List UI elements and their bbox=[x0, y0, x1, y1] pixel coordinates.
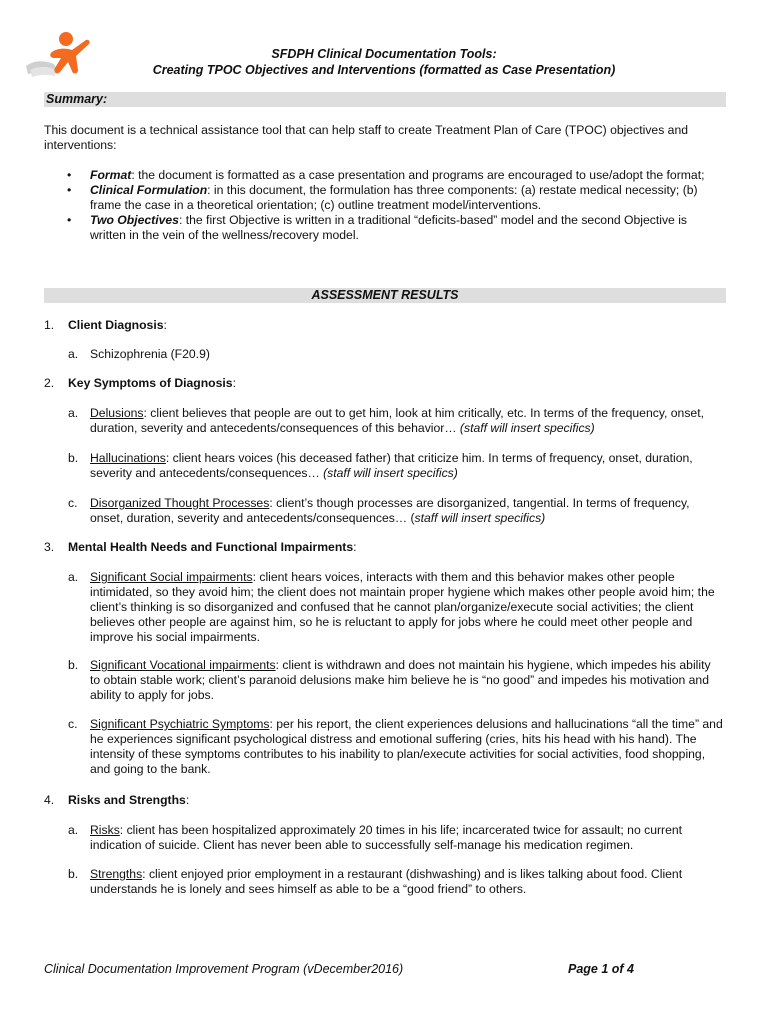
section-number: 4. bbox=[44, 793, 55, 807]
item-text: Schizophrenia (F20.9) bbox=[90, 347, 210, 361]
bullet-label: Format bbox=[90, 168, 132, 182]
assessment-heading: ASSESSMENT RESULTS bbox=[311, 288, 459, 302]
section-title: Key Symptoms of Diagnosis bbox=[68, 376, 233, 390]
summary-bullets bbox=[44, 168, 724, 243]
item-psychiatric-symptoms bbox=[68, 717, 724, 777]
item-text: : client’s though processes are disorganized, tangential. In terms of frequency, onset, duration, severity and antecedents/consequences… ( bbox=[90, 496, 690, 525]
item-text: : client hears voices (his deceased father) that criticize him. In terms of frequency, onset, duration, severity and antecedents/consequences… bbox=[90, 451, 693, 480]
bullet-label: Two Objectives bbox=[90, 213, 179, 227]
item-disorganized-thought bbox=[68, 496, 724, 526]
section-client-diagnosis bbox=[44, 318, 726, 333]
item-strengths bbox=[68, 867, 724, 897]
section-heading bbox=[44, 540, 726, 555]
bullet-text: : the document is formatted as a case presentation and programs are encouraged to use/adopt the format; bbox=[131, 168, 705, 182]
section-mental-health-needs bbox=[44, 540, 726, 555]
section-colon: : bbox=[185, 793, 190, 807]
item-label: Hallucinations bbox=[90, 451, 166, 465]
title-line-2: Creating TPOC Objectives and Interventions (formatted as Case Presentation) bbox=[152, 63, 616, 77]
item-delusions bbox=[68, 406, 724, 436]
item-note: (staff will insert specifics) bbox=[323, 466, 458, 480]
title-line-1: SFDPH Clinical Documentation Tools: bbox=[271, 47, 497, 61]
item-letter: a. bbox=[68, 347, 79, 361]
bullet-dot-icon: • bbox=[67, 213, 72, 227]
section-heading bbox=[44, 318, 726, 333]
page-number: Page 1 of 4 bbox=[568, 962, 634, 976]
summary-heading-bar bbox=[44, 92, 726, 107]
section-risks-strengths bbox=[44, 793, 726, 808]
item-letter: a. bbox=[68, 570, 79, 584]
section-heading bbox=[44, 376, 726, 391]
item-label: Significant Social impairments bbox=[90, 570, 253, 584]
item-letter: a. bbox=[68, 406, 79, 420]
item-label: Delusions bbox=[90, 406, 144, 420]
bullet-text: : in this document, the formulation has three components: (a) restate medical necessity; (b) frame the case in a theoretical orientation; (c) outline treatment model/interventions. bbox=[90, 183, 698, 212]
item-letter: b. bbox=[68, 451, 79, 465]
item-text: : client believes that people are out to get him, look at him critically, etc. In terms of the frequency, onset, duration, severity and antecedents/consequences of this behavior… bbox=[90, 406, 704, 435]
bullet-clinical-formulation bbox=[44, 183, 724, 213]
item-vocational-impairments bbox=[68, 658, 724, 703]
bullet-text: : the first Objective is written in a traditional “deficits-based” model and the second Objective is written in the vein of the wellness/recovery model. bbox=[90, 213, 688, 242]
item-note: (staff will insert specifics) bbox=[459, 421, 595, 435]
item-letter: a. bbox=[68, 823, 79, 837]
item-text: : client hears voices, interacts with them and this behavior makes other people intimidated, so they avoid him; the client does not maintain proper hygiene which makes other people avoid him; the client’s thinking is so disorganized and confused that he cannot plan/organize/execute social activities; the client believes other people are against him, so he is reluctant to apply for jobs where he could meet other people and improve his social impairments. bbox=[90, 570, 715, 644]
item-text: : client is withdrawn and does not maintain his hygiene, which impedes his ability to obtain stable work; client’s paranoid delusions make him believe he is “no good” and impedes his motivation and ability to apply for jobs. bbox=[90, 658, 711, 702]
item-letter: b. bbox=[68, 658, 79, 672]
item-label: Significant Psychiatric Symptoms bbox=[90, 717, 270, 731]
footer-program: Clinical Documentation Improvement Program (vDecember2016) bbox=[44, 962, 404, 976]
item-label: Risks bbox=[90, 823, 120, 837]
item-letter: b. bbox=[68, 867, 79, 881]
assessment-heading-bar bbox=[44, 288, 726, 303]
section-key-symptoms bbox=[44, 376, 726, 391]
bullet-dot-icon: • bbox=[67, 183, 72, 197]
item-risks bbox=[68, 823, 724, 853]
section-number: 2. bbox=[44, 376, 55, 390]
section-colon: : bbox=[232, 376, 236, 390]
item-text: : per his report, the client experiences delusions and hallucinations “all the time” and he experiences significant psychological distress and emotional suffering (cries, hits his head with his hand). The intensity of these symptoms contributes to his inability to plan/execute activities for social activities, food shopping, and going to the bank. bbox=[90, 717, 723, 776]
section-colon: : bbox=[353, 540, 357, 554]
item-letter: c. bbox=[68, 496, 78, 510]
item-diagnosis-a bbox=[68, 347, 724, 362]
summary-intro: This document is a technical assistance tool that can help staff to create Treatment Plan of Care (TPOC) objectives and interventions: bbox=[44, 123, 689, 152]
person-logo-icon bbox=[24, 30, 94, 82]
section-number: 3. bbox=[44, 540, 55, 554]
bullet-two-objectives bbox=[44, 213, 724, 243]
item-note: staff will insert specifics) bbox=[414, 511, 546, 525]
summary-heading: Summary: bbox=[46, 92, 108, 106]
item-text: : client enjoyed prior employment in a restaurant (dishwashing) and is likes talking about food. Client understands he is lonely and sees himself as able to be a “good friend” to others. bbox=[90, 867, 683, 896]
section-title: Client Diagnosis bbox=[68, 318, 164, 332]
bullet-label: Clinical Formulation bbox=[90, 183, 208, 197]
section-colon: : bbox=[163, 318, 167, 332]
section-title: Risks and Strengths bbox=[68, 793, 186, 807]
bullet-dot-icon: • bbox=[67, 168, 72, 182]
document-title bbox=[150, 46, 618, 78]
item-label: Disorganized Thought Processes bbox=[90, 496, 270, 510]
item-hallucinations bbox=[68, 451, 724, 481]
section-title: Mental Health Needs and Functional Impairments bbox=[68, 540, 354, 554]
item-label: Strengths bbox=[90, 867, 143, 881]
section-heading bbox=[44, 793, 726, 808]
item-label: Significant Vocational impairments bbox=[90, 658, 276, 672]
item-text: : client has been hospitalized approximately 20 times in his life; incarcerated twice for assault; no current indication of suicide. Client has never been able to successfully self-manage his medication regimen. bbox=[90, 823, 683, 852]
item-social-impairments bbox=[68, 570, 724, 645]
section-number: 1. bbox=[44, 318, 55, 332]
item-letter: c. bbox=[68, 717, 78, 731]
bullet-format bbox=[44, 168, 724, 183]
